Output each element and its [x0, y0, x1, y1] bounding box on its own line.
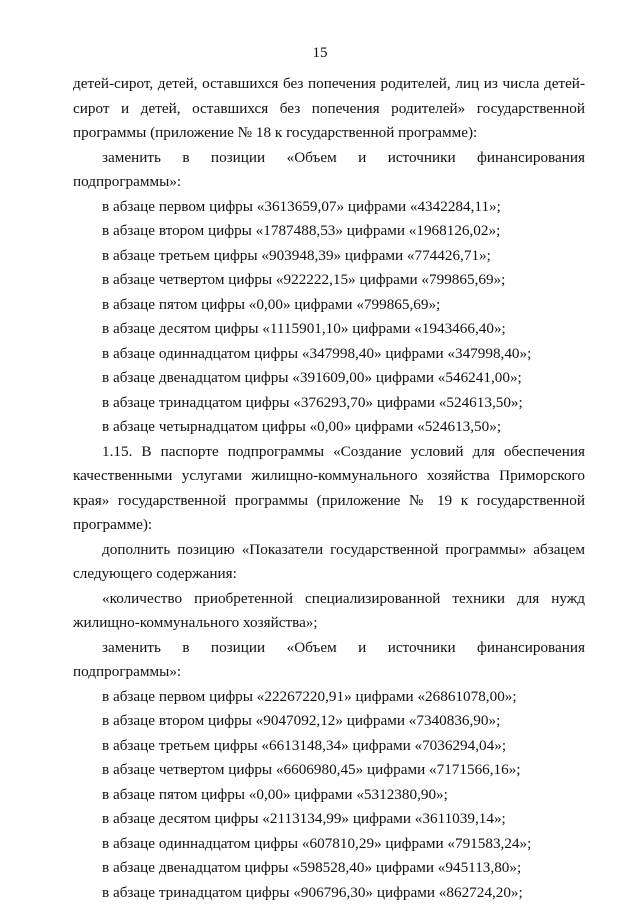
section1-heading: заменить в позиции «Объем и источники финансирования подпрограммы»:: [73, 148, 585, 190]
list-item: в абзаце втором цифры «9047092,12» цифрами «7340836,90»;: [102, 712, 501, 729]
list-item: в абзаце двенадцатом цифры «391609,00» цифрами «546241,00»;: [102, 369, 522, 386]
section2-list: [73, 685, 585, 905]
list-item: в абзаце десятом цифры «2113134,99» цифрами «3611039,14»;: [102, 810, 506, 827]
list-item: в абзаце пятом цифры «0,00» цифрами «799865,69»;: [102, 295, 441, 313]
list-item: в абзаце двенадцатом цифры «598528,40» цифрами «945113,80»;: [102, 859, 522, 876]
list-item: в абзаце десятом цифры «1115901,10» цифрами «1943466,40»;: [102, 320, 506, 337]
section2-paragraph: 1.15. В паспорте подпрограммы «Создание условий для обеспечения качественными услугами жилищно-коммунального хозяйства Приморского края» государственной программы (приложение № 19 к государственной программе):: [73, 442, 585, 533]
list-item: в абзаце четвертом цифры «922222,15» цифрами «799865,69»;: [102, 271, 506, 288]
list-item: в абзаце одиннадцатом цифры «347998,40» цифрами «347998,40»;: [102, 344, 532, 362]
section2-add-text: дополнить позицию «Показатели государственной программы» абзацем следующего содержания:: [73, 540, 585, 582]
list-item: в абзаце третьем цифры «6613148,34» цифрами «7036294,04»;: [102, 736, 507, 754]
page-number: 15: [312, 45, 328, 61]
intro-paragraph: детей-сирот, детей, оставшихся без попечения родителей, лиц из числа детей-сирот и детей, оставшихся без попечения родителей» государственной программы (приложение № 18 к государственной программе):: [73, 75, 585, 141]
section1-list: [73, 195, 585, 440]
list-item: в абзаце тринадцатом цифры «906796,30» цифрами «862724,20»;: [102, 883, 523, 901]
list-item: в абзаце четвертом цифры «6606980,45» цифрами «7171566,16»;: [102, 761, 521, 778]
section2-heading: заменить в позиции «Объем и источники финансирования подпрограммы»:: [73, 638, 585, 680]
list-item: в абзаце первом цифры «3613659,07» цифрами «4342284,11»;: [102, 197, 501, 215]
section2-quote: «количество приобретенной специализированной техники для нужд жилищно-коммунального хозяйства»;: [73, 589, 585, 631]
document-body: [73, 72, 585, 905]
list-item: в абзаце первом цифры «22267220,91» цифрами «26861078,00»;: [102, 687, 517, 705]
list-item: в абзаце четырнадцатом цифры «0,00» цифрами «524613,50»;: [102, 418, 502, 435]
list-item: в абзаце пятом цифры «0,00» цифрами «5312380,90»;: [102, 785, 448, 803]
list-item: в абзаце третьем цифры «903948,39» цифрами «774426,71»;: [102, 246, 491, 264]
list-item: в абзаце одиннадцатом цифры «607810,29» цифрами «791583,24»;: [102, 834, 532, 852]
list-item: в абзаце втором цифры «1787488,53» цифрами «1968126,02»;: [102, 222, 501, 239]
list-item: в абзаце тринадцатом цифры «376293,70» цифрами «524613,50»;: [102, 393, 523, 411]
